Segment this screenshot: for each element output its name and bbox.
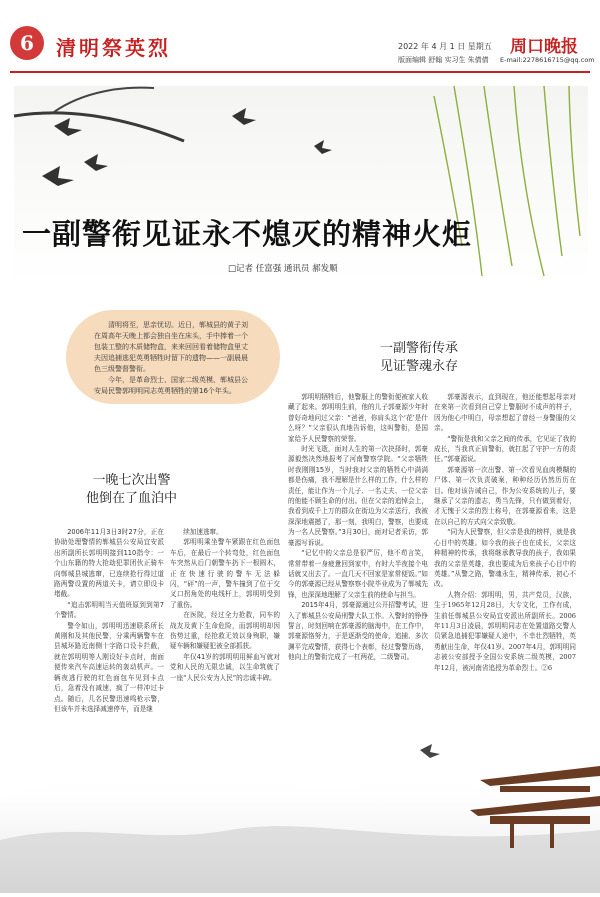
person-bio: 人物介绍：郭明明，男，共产党员，汉族，生于1965年12月28日，大专文化，工作有成，生前任郸城县公安局宜安派出所副所长。2006年11月3日凌晨，郭明明同志在处置道路交警人员紧急追捕犯罪嫌疑人途中，不幸壮烈牺牲，英勇献出生命，年仅41岁。2007年4月，郭明明同志被公安部授予全国公安系统二级英模，2007年12月，被河南省追授为革命烈士。②6 (434, 590, 576, 672)
paragraph: “追击郭明明当天值班原到到第7个警情。 (54, 600, 164, 620)
ink-landscape (0, 680, 600, 893)
page-number-badge: 6 (10, 26, 44, 60)
intro-text-2: 今年，是革命烈士、国家二级英模、郸城县公安局民警郭明明同志英勇牺牲的第16个年头。 (94, 376, 248, 395)
ink-landscape-footer (0, 680, 600, 893)
section-title: 清明祭英烈 (56, 36, 171, 60)
paragraph: 郭豪源第一次出警、第一次看见血肉模糊的尸体、第一次负责破案，种种经历仍然历历在目。他对该告诫自己，作为公安系统的儿子，要继承了父亲的遗志，勇当先锋，只有做到着好，才无愧于父亲的烈士称号，在郭豪源看来，这是在以自己的方式向父亲致敬。 (434, 465, 576, 526)
header-divider (10, 71, 590, 73)
article-column-4 (434, 392, 576, 672)
article-headline: 一副警衔见证永不熄灭的精神火炬 (22, 217, 473, 251)
paragraph: 时光飞逝，面对人生的第一次抉择时，郭豪源毅然决然地报考了河南警察学院。“父亲牺牲时我刚刚15岁，当时我对父亲的牺牲心中满满都是伤痛，我不理解是什么样的工作，什么样的责任，能让作为一个儿子、一名丈夫、一位父亲的他能不顾生命的付出。但在父亲的追悼会上，我看到成千上万的群众在街边为父亲送行，我被深深地震撼了，那一刻，我明白，警察，也要成为一名人民警察。”3月30日，面对记者采访，郭豪源写诉说。 (288, 445, 428, 547)
paragraph: 2006年11月3日3时27分，正在协助处理警情的郸城县公安局宜安派出所副所长郭明明接到110指令：一个山东籍的特大抢劫犯罪团伙正骑车向郸城县城逃窜，已连续抢行得过道路两警设置的两道关卡，请立即设卡堵截。 (54, 528, 164, 599)
newspaper-logo: 周口晚报 (510, 37, 578, 57)
subheading-seven-callouts: 一晚七次出警 他倒在了血泊中 (86, 473, 178, 506)
paragraph: “警衔是我和父亲之间的传承，它见证了我的成长，当我真正肩警衔，就扛起了守护一方的责任。”郭豪源说。 (434, 434, 576, 464)
paragraph: 郭豪源表示，直到现在，他还能想起母亲对在来第一次看到自己穿上警服时不成声的样子，因为他心中明白，母亲想起了曾经一身警服的父亲。 (434, 393, 576, 433)
editor-credits: 版面编辑 舒翰 实习生 朱倩倩 (398, 56, 489, 64)
contact-email: E-mail:2278616715@qq.com (500, 56, 595, 64)
paragraph: 郭明明牺牲后，他警服上的警衔便被家人收藏了起来。郭明明生前，他的儿子郭豪源少年时曾好奇地问过父亲：“爸爸，你肩头这个‘花’是什么呀？”父亲很认真地告诉他，这叫警衔，是国家给予人民警察的荣誉。 (288, 393, 428, 443)
paragraph: 2015年4月，郭豪源通过公开招警考试，进入了郸城县公安局刑警大队工作。入警时的铮铮誓言，时刻回响在郭豪源的脑海中，在工作中，郭豪源恪努力，于是逐渐受的使命，追捕、多次渊平完成警情，获得七个表彰，经过警警历练，他向上的警衔完成了一杠两花，二级警司。 (288, 601, 428, 662)
article-byline: □记者 任富强 通讯员 郝发顺 (228, 264, 338, 274)
intro-text: 清明将至，思亲忧切。近日，郸城县的黄子刘在周高年天晚上都会独自坐在床头，手中捧着一个包装工整的木质储物盒，来来回回看着储物盒里丈夫因追捕逃犯英勇牺牲时留下的遗物——一副晨晨色三级警督警衔。 (94, 321, 248, 373)
paragraph: 续加速逃窜。 (183, 528, 223, 536)
paragraph: 警令如山，郭明明迅速联系所长黄刚和及其他民警，分乘两辆警车在县城环路近南侧十字路口设卡拦截，就在郭明明等人刚设好卡点时，南面便传来汽车高速运转的轰动机声。一辆夜逃行驶的红色面包车见到卡点后，急着没有减速，疯了一样冲过卡点。随后，几名民警迅速鸣枪示警，但该车并未选择减速停车，而是继 (54, 621, 164, 713)
ink-painting (14, 86, 588, 286)
ink-painting-banner (14, 86, 588, 286)
paragraph: “记忆中的父亲总是很严厉，他不苟言笑，常常带着一身疲惫回到家中，有时大半夜接个电话就又出去了。一直几天不回家是家常便饭。”如今的郭豪源已经从警察察小院毕业成为了郸城先锋，也深深地理解了父亲生前的使命与担当。 (288, 549, 428, 599)
paragraph: 在医院，经过全力抢救，同车的战友及黄下生命危险，而郭明明却因伤势过重，经抢救无效以身殉职，嫌疑车辆和嫌疑犯被全部抓获。 (170, 611, 280, 651)
issue-date: 2022 年 4 月 1 日 星期五 (398, 42, 492, 51)
subheading-warrant-legacy: 一副警衔传承 见证警魂永存 (380, 341, 459, 374)
intro-box (66, 310, 280, 404)
bird-icon (420, 744, 440, 758)
paragraph: “同为人民警察，但父亲是我的榜样，就是我心目中的英雄。如今我的孩子也在成长，父亲这种精神的传承，我将继承教导我的孩子，我如果我的父亲是英雄，我也要成为后来孩子心目中的英雄。”从警之路，警魂永生，精神传承，初心不改。 (434, 528, 576, 589)
paragraph: 郭明明乘坐警车紧跟在红色面包车后，在最后一个转弯处，红色面包车突然从后门朝警车扔下一根圆木，正在快速行驶的警车无法躲闪，“砰”的一声，警车撞到了位于交叉口拐角处的电线杆上，郭明明受到了重伤。 (170, 538, 280, 609)
bird-icon (42, 108, 332, 186)
page-header (0, 0, 600, 72)
paragraph: 年仅41岁的郭明明用鲜血写就对党和人民的无限忠诚，以生命筑就了一座“人民公安为人民”的忠诚丰碑。 (170, 652, 280, 682)
article-column-3 (288, 392, 428, 662)
